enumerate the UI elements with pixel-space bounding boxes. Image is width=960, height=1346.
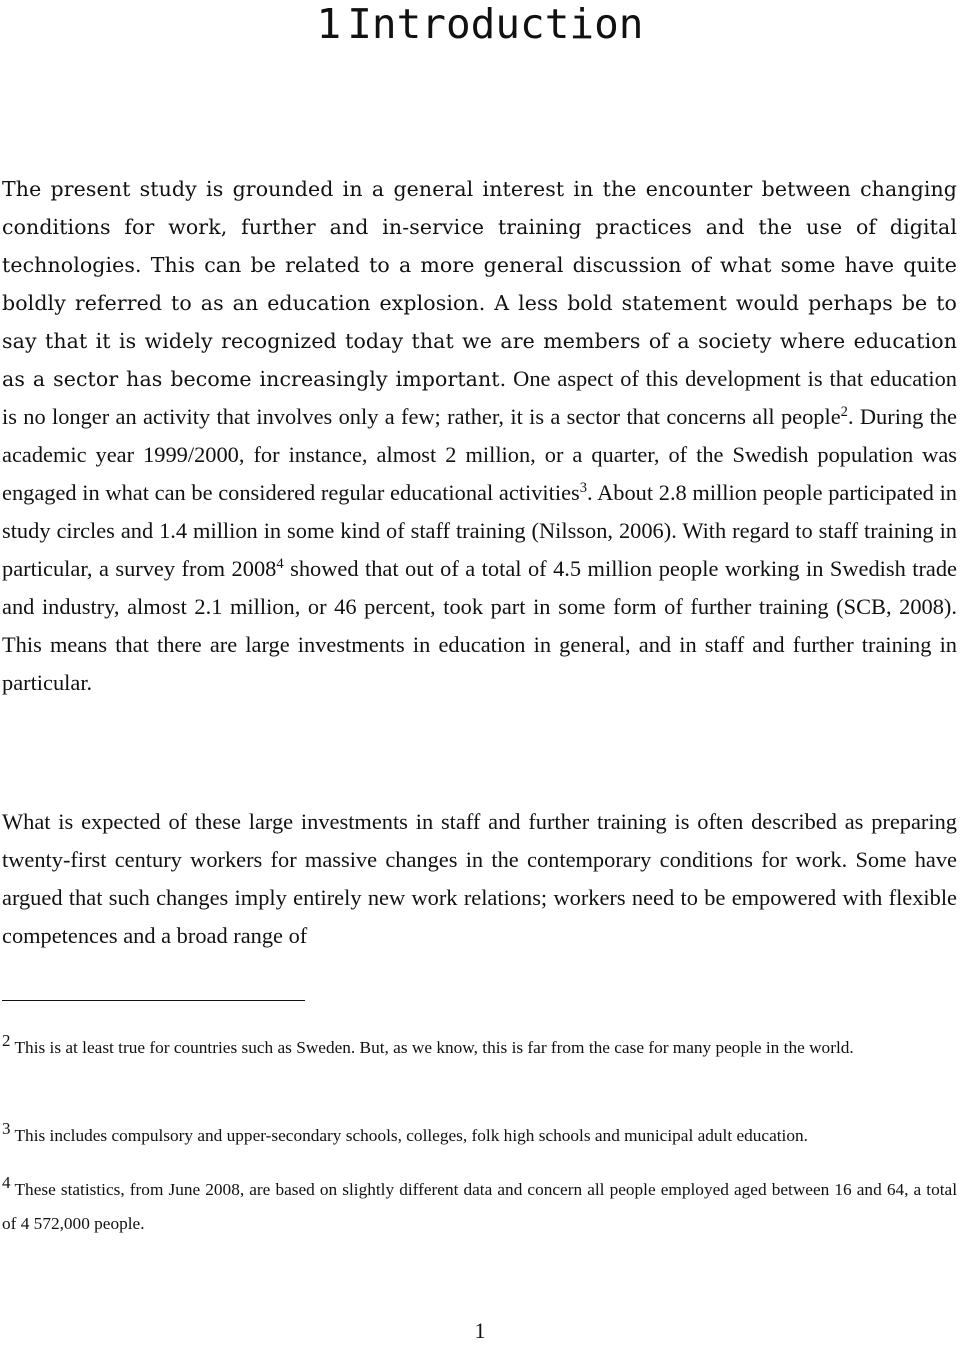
footnote-4-text: These statistics, from June 2008, are based on slightly different data and concern all people employed aged between 16 and 64, a total of 4 572,000 people. xyxy=(2,1180,957,1233)
paragraph-1-sentence-6: showed that out of a total of 4.5 million people working in Swedish trade and industry, almost 2.1 million, or 46 percent, took part in some form of further training (SCB, 2008). This means that there are large investments in education in general, and in staff and further training in particular. xyxy=(2,556,957,695)
footnote-4 xyxy=(2,1173,957,1241)
footnote-separator xyxy=(2,1000,305,1001)
chapter-heading xyxy=(0,0,960,48)
paragraph-1-sentence-2: A less bold statement would perhaps be to say that it is widely recognized today that we are members of a society where education as a sector has become increasingly important. xyxy=(2,291,957,391)
paragraph-1-sentence-3: One aspect of this development is that education is no longer an activity that involves only a few; rather, it is a sector that concerns all people xyxy=(2,366,957,429)
body-paragraph-1 xyxy=(2,170,957,702)
footnote-4-mark: 4 xyxy=(2,1173,11,1192)
body-paragraph-2: What is expected of these large investments in staff and further training is often described as preparing twenty-first century workers for massive changes in the contemporary conditions for work. Some have argued that such changes imply entirely new work relations; workers need to be empowered with flexible competences and a broad range of xyxy=(2,809,957,948)
paragraph-1-sentence-5: . About 2.8 million people participated in study circles and 1.4 million in some kind of staff training (Nilsson, 2006). With regard to staff training in particular, a survey from 2008 xyxy=(2,480,957,581)
footnote-reference-3: 3 xyxy=(579,480,588,496)
footnote-reference-4: 4 xyxy=(276,556,284,572)
page-number: 1 xyxy=(474,1318,486,1343)
chapter-title: Introduction xyxy=(347,0,644,48)
footnote-3 xyxy=(2,1119,957,1153)
footnote-2-text: This is at least true for countries such as Sweden. But, as we know, this is far from the case for many people in the world. xyxy=(14,1038,854,1057)
chapter-number: 1 xyxy=(316,0,342,48)
paragraph-1-sentence-1: The present study is grounded in a general interest in the encounter between changing conditions for work, further and in-service training practices and the use of digital technologies. This can be related to a more general discussion of what some have quite boldly referred to as an education explosion. xyxy=(2,177,957,315)
footnote-reference-2: 2 xyxy=(840,404,848,420)
footnote-3-text: This includes compulsory and upper-secondary schools, colleges, folk high schools and municipal adult education. xyxy=(14,1126,808,1145)
footnote-2-mark: 2 xyxy=(2,1031,11,1050)
footnote-2 xyxy=(2,1031,957,1065)
paragraph-1-sentence-4: . During the academic year 1999/2000, for instance, almost 2 million, or a quarter, of the Swedish population was engaged in what can be considered regular educational activities xyxy=(2,404,957,505)
footnote-3-mark: 3 xyxy=(2,1119,11,1138)
